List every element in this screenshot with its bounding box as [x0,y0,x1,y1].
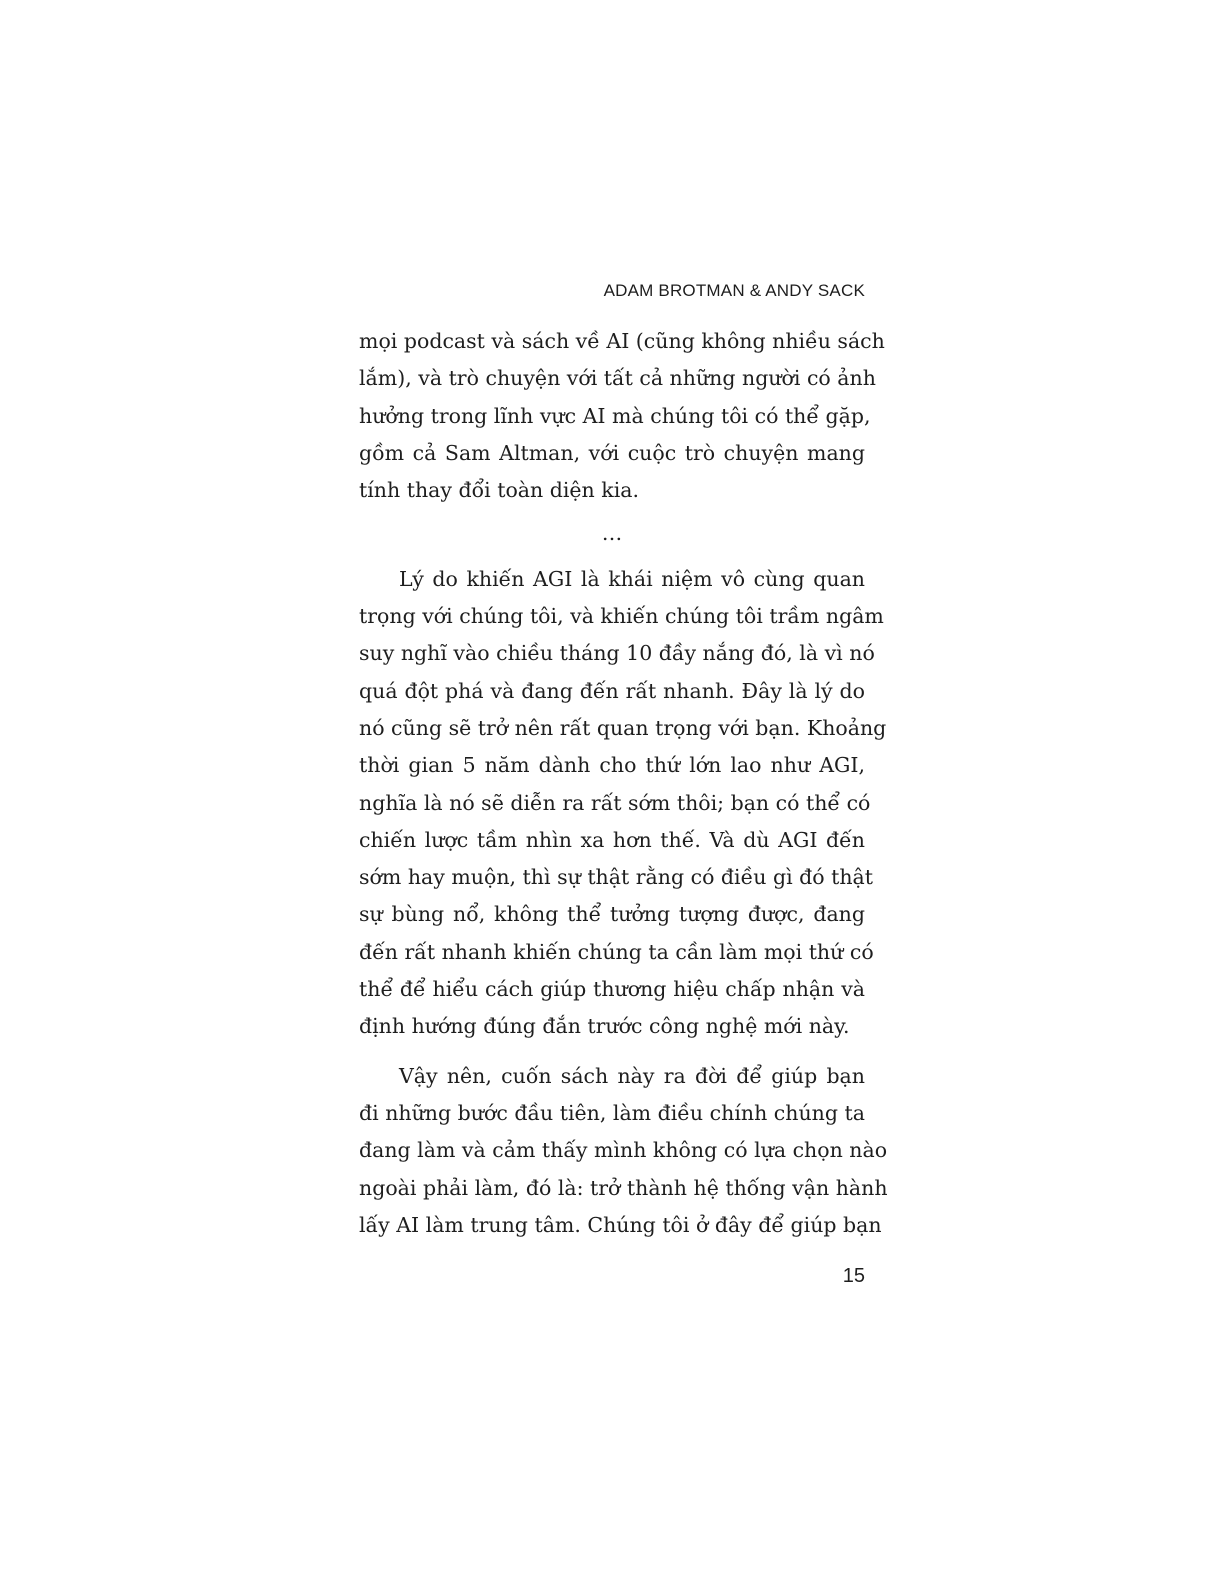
text-line: chiến lược tầm nhìn xa hơn thế. Và dù AGI đến [359,827,865,852]
text-line: nghĩa là nó sẽ diễn ra rất sớm thôi; bạn có thể có [359,790,871,815]
text-line: định hướng đúng đắn trước công nghệ mới này. [359,1014,850,1039]
text-line: Vậy nên, cuốn sách này ra đời để giúp bạn [399,1063,865,1088]
paragraph-1 [359,323,885,509]
text-line: ngoài phải làm, đó là: trở thành hệ thống vận hành [359,1175,888,1200]
text-line: sự bùng nổ, không thể tưởng tượng được, đang [359,902,865,927]
text-line: thời gian 5 năm dành cho thứ lớn lao như AGI, [359,753,865,778]
running-header: ADAM BROTMAN & ANDY SACK [603,281,865,300]
text-line: trọng với chúng tôi, và khiến chúng tôi trầm ngâm [359,604,884,629]
text-line: nó cũng sẽ trở nên rất quan trọng với bạn. Khoảng [359,715,887,740]
paragraph-2 [359,561,887,1046]
paragraph-gap [359,1046,865,1058]
text-line: đang làm và cảm thấy mình không có lựa chọn nào [359,1138,888,1163]
text-line: sớm hay muộn, thì sự thật rằng có điều gì đó thật [359,865,874,890]
text-line: mọi podcast và sách về AI (cũng không nhiều sách [359,329,885,353]
text-line: lấy AI làm trung tâm. Chúng tôi ở đây để giúp bạn [359,1212,882,1237]
text-line: đến rất nhanh khiến chúng ta cần làm mọi thứ có [359,939,874,964]
paragraph-3 [359,1058,888,1244]
text-line: đi những bước đầu tiên, làm điều chính chúng ta [359,1100,865,1125]
text-line: lắm), và trò chuyện với tất cả những người có ảnh [359,366,876,391]
text-line: tính thay đổi toàn diện kia. [359,478,639,503]
text-line: Lý do khiến AGI là khái niệm vô cùng quan [399,566,865,591]
body-text [359,323,888,1244]
text-line: suy nghĩ vào chiều tháng 10 đầy nắng đó, là vì nó [359,641,875,666]
page-number: 15 [842,1265,865,1287]
text-line: hưởng trong lĩnh vực AI mà chúng tôi có thể gặp, [359,403,871,428]
text-line: thể để hiểu cách giúp thương hiệu chấp nhận và [359,977,865,1002]
section-separator: … [601,521,623,546]
text-line: gồm cả Sam Altman, với cuộc trò chuyện mang [359,440,865,465]
text-line: quá đột phá và đang đến rất nhanh. Đây là lý do [359,678,865,703]
